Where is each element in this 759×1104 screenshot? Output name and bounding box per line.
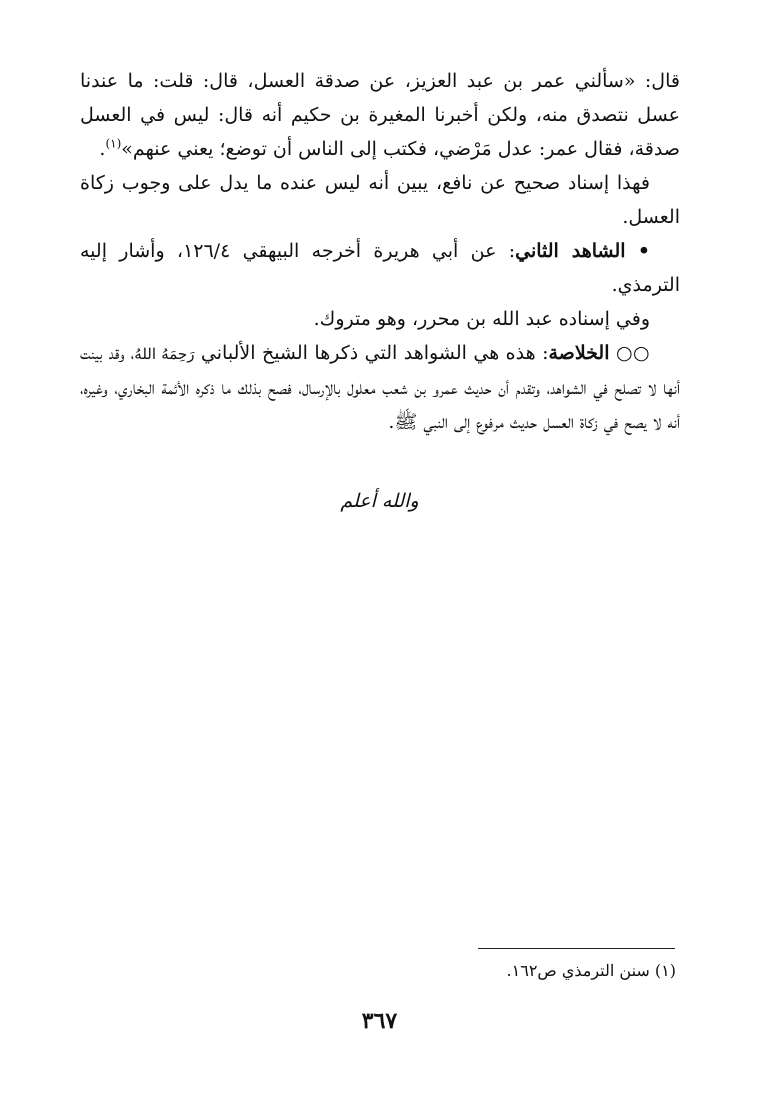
summary-text-a: : هذه هي الشواهد التي ذكرها الشيخ الألباني xyxy=(200,342,549,364)
footnote-number: (١) xyxy=(654,961,676,980)
footnote-text: سنن الترمذي ص١٦٢. xyxy=(506,961,650,980)
summary-label: الخلاصة xyxy=(548,342,610,364)
closing-phrase: والله أعلم xyxy=(340,490,419,512)
honorific-glyph: رَحِمَهُ اللهُ xyxy=(134,345,195,363)
summary-period: . xyxy=(388,411,395,433)
second-witness-label: الشاهد الثاني xyxy=(515,240,626,262)
paragraph-summary xyxy=(80,336,680,439)
summary-text-b: ، وقد بينت أنها لا تصلح في الشواهد، وتقدم أن حديث عمرو بن شعب معلول بالإرسال، فصح بذلك ما ذكره الأئمة البخاري، وغيره، أنه لا يصح في زكاة العسل حديث مرفوع إلى النبي xyxy=(80,342,680,433)
footnote xyxy=(300,958,676,984)
summary-marker-icon: ○○ xyxy=(615,342,650,364)
paragraph-quote xyxy=(80,64,680,166)
footnote-reference: (١) xyxy=(105,136,122,151)
quote-text: قال: «سألني عمر بن عبد العزيز، عن صدقة العسل، قال: قلت: ما عندنا عسل نتصدق منه، ولكن أخبرنا المغيرة بن حكيم أنه قال: ليس في العسل صدقة، فقال عمر: عدل مَرْضي، فكتب إلى الناس أن توضع؛ يعني عنهم» xyxy=(80,70,680,160)
footnote-divider xyxy=(478,948,675,949)
paragraph-isnad: فهذا إسناد صحيح عن نافع، يبين أنه ليس عنده ما يدل على وجوب زكاة العسل. xyxy=(80,172,680,228)
main-text xyxy=(80,64,680,439)
second-witness-text: : عن أبي هريرة أخرجه البيهقي ١٢٦/٤، وأشار إليه الترمذي. xyxy=(80,240,680,296)
quote-period: . xyxy=(99,138,106,160)
paragraph-second-witness xyxy=(80,234,680,302)
bullet-icon: • xyxy=(637,240,650,262)
paragraph-isnad-note: وفي إسناده عبد الله بن محرر، وهو متروك. xyxy=(313,308,650,330)
salutation-glyph: ﷺ xyxy=(394,411,418,433)
page-number: ٣٦٧ xyxy=(361,1008,398,1034)
